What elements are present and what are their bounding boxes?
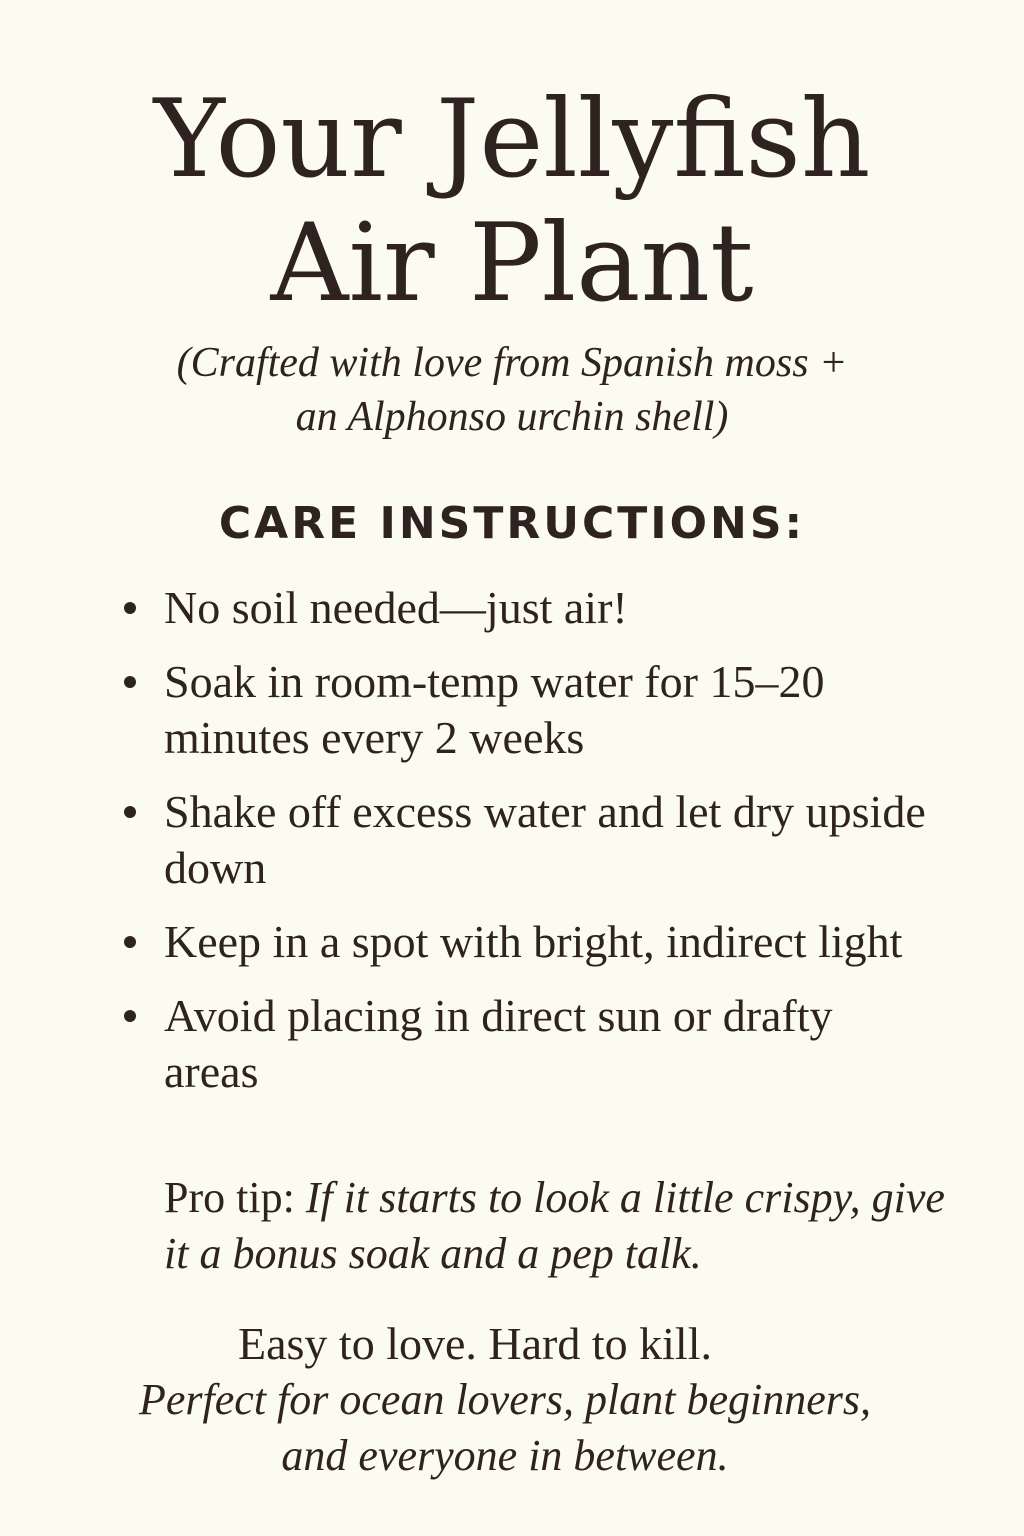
subtitle-line-2: an Alphonso urchin shell) bbox=[295, 394, 729, 440]
list-item-text: No soil needed—just air! bbox=[164, 582, 628, 633]
bullet-icon bbox=[124, 676, 136, 688]
list-item bbox=[0, 654, 1024, 766]
pro-tip-label: Pro tip: bbox=[164, 1173, 295, 1222]
tagline: Easy to love. Hard to kill. bbox=[238, 1318, 712, 1369]
title-line-2: Air Plant bbox=[270, 201, 754, 326]
list-item-text: Shake off excess water and let dry upside down bbox=[164, 786, 926, 893]
title-line-1: Your Jellyfish bbox=[153, 77, 871, 202]
closing-text bbox=[0, 1372, 1010, 1484]
page-title bbox=[0, 78, 1024, 326]
bullet-icon bbox=[124, 1010, 136, 1022]
pro-tip-text: If it starts to look a little crispy, give it a bonus soak and a pep talk. bbox=[164, 1173, 945, 1278]
list-item-text: Keep in a spot with bright, indirect light bbox=[164, 916, 903, 967]
list-item bbox=[0, 988, 1024, 1100]
list-item bbox=[0, 914, 1024, 970]
closing-line-2: and everyone in between. bbox=[281, 1431, 729, 1480]
care-instructions-list bbox=[0, 580, 1024, 1118]
subtitle bbox=[0, 336, 1024, 444]
list-item bbox=[0, 784, 1024, 896]
subtitle-line-1: (Crafted with love from Spanish moss + bbox=[176, 340, 848, 386]
bullet-icon bbox=[124, 602, 136, 614]
list-item bbox=[0, 580, 1024, 636]
care-instructions-heading: CARE INSTRUCTIONS: bbox=[218, 498, 806, 549]
list-item-text: Soak in room-temp water for 15–20 minutes every 2 weeks bbox=[164, 656, 825, 763]
closing-line-1: Perfect for ocean lovers, plant beginners, bbox=[139, 1375, 871, 1424]
bullet-icon bbox=[124, 936, 136, 948]
list-item-text: Avoid placing in direct sun or drafty areas bbox=[164, 990, 833, 1097]
bullet-icon bbox=[124, 806, 136, 818]
pro-tip bbox=[164, 1170, 954, 1282]
